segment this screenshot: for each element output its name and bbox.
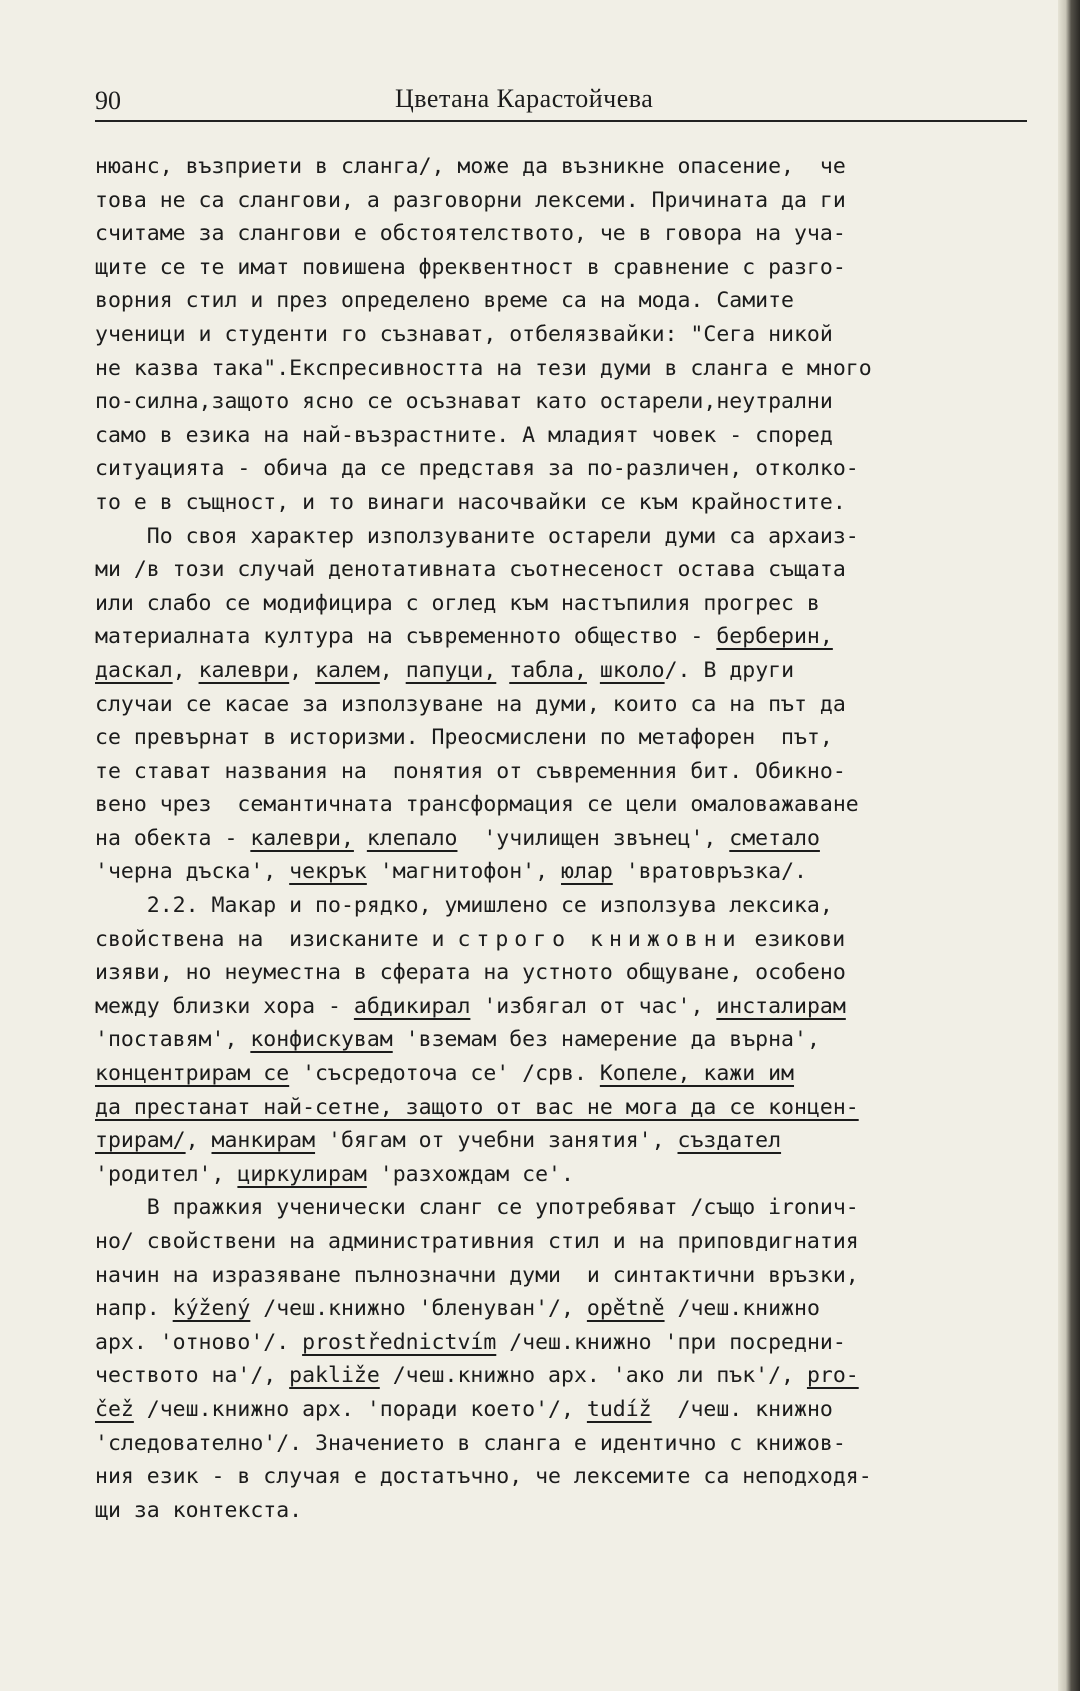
text-line [95,1124,1040,1158]
text-run: ситуацията - обича да се представя за по-различен, отколко- [95,456,859,482]
text-line [95,150,1040,184]
text-run: свойствена на изисканите и [95,926,458,952]
text-line [95,184,1040,218]
text-run: но/ свойствени на административния стил и на приповдигнатия [95,1229,859,1254]
underlined-term: табла, [509,657,587,683]
underlined-term: kýžený [172,1296,251,1322]
text-line [95,1460,1040,1494]
text-run: /чеш.книжно арх. 'поради което'/, [133,1396,587,1422]
text-run: 'вземам без намерение да върна', [392,1027,820,1053]
underlined-term: юлар [561,859,613,885]
book-spine-shadow [1058,0,1080,1691]
text-run: ученици и студенти го съзнават, отбелязвайки: "Сега никой [95,321,833,347]
underlined-term: pro- [806,1363,859,1389]
text-run: 'бягам от учебни занятия', [315,1128,678,1154]
text-line [95,553,1040,587]
text-run: 'училищен звънец', [457,825,730,851]
underlined-term: сметало [729,825,820,851]
text-run: /чеш.книжно 'бленуван'/, [250,1296,587,1322]
text-run: щите се те имат повишена фреквентност в сравнение с разго- [95,254,846,280]
text-run: /чеш.книжно 'при посредни- [496,1329,846,1355]
underlined-term: концентрирам се [95,1061,290,1087]
text-line [95,217,1040,251]
text-run: вено чрез семантичната трансформация се цели омаловажаване [95,792,859,818]
underlined-term: да престанат най-сетне, защото от вас не мога да се концен- [95,1094,859,1120]
text-run: те стават названия на понятия от съвременния бит. Обикно- [95,758,846,784]
text-run: изяви, но неуместна в сферата на устното общуване, особено [95,960,846,986]
text-run: /чеш.книжно арх. 'ако ли пък'/, [379,1363,807,1389]
underlined-term: opětně [586,1296,665,1322]
underlined-term: папуци, [405,657,497,683]
text-line [95,1158,1040,1192]
text-run: не казва така".Експресивността на тези думи в сланга е много [95,355,872,381]
text-run: 'магнитофон', [366,859,562,885]
text-run: случаи се касае за използуване на думи, които са на път да [95,691,846,717]
text-run: , [172,657,199,683]
text-line [95,990,1040,1024]
text-run: чеството на'/, [95,1363,290,1389]
text-line [95,1494,1040,1528]
text-line [95,486,1040,520]
text-line [95,587,1040,621]
text-run: , [379,657,406,683]
text-run: начин на изразяване пълнозначни думи и синтактични връзки, [95,1262,859,1288]
text-run: по-силна,защото ясно се осъзнават като остарели,неутрални [95,389,833,415]
underlined-term: циркулирам [237,1161,367,1187]
underlined-term: манкирам [211,1128,316,1154]
text-run: 'родител', [95,1161,238,1187]
text-run: то е в същност, и то винаги насочвайки се към крайностите. [95,489,846,515]
underlined-term: берберин, [716,624,833,650]
text-line [95,385,1040,419]
text-line [95,1225,1040,1259]
text-run: 'съсредоточа се' /срв. [289,1061,600,1087]
underlined-term: калеври [198,657,290,683]
text-run: нюанс, възприети в сланга/, може да възникне опасение, че [95,154,846,179]
text-line [95,1091,1040,1125]
text-line [95,1259,1040,1293]
text-line [95,1326,1040,1360]
underlined-term: клепало [366,825,458,851]
text-run: /. В други [664,657,795,683]
text-line [95,721,1040,755]
text-run: материалната култура на съвременното общество - [95,624,717,650]
text-line [95,923,1040,957]
text-line [95,1191,1040,1225]
underlined-term: конфискувам [250,1027,393,1053]
text-line [95,956,1040,990]
text-line [95,352,1040,386]
underlined-term: čež [95,1396,134,1422]
text-run: ния език - в случая е достатъчно, че лексемите са неподходя- [95,1464,872,1490]
text-line [95,822,1040,856]
text-line [95,1393,1040,1427]
text-run: 'поставям', [95,1027,251,1053]
running-title: Цветана Карастойчева [395,84,654,113]
text-line [95,251,1040,285]
text-run: /чеш. книжно [651,1396,833,1422]
underlined-term: инсталирам [716,993,846,1019]
text-run: щи за контекста. [95,1497,303,1523]
text-line [95,1023,1040,1057]
text-run: , [289,657,316,683]
text-run: 'следователно'/. Значението в сланга е идентично с книжов- [95,1430,846,1456]
text-run: това не са слангови, а разговорни лексеми. Причината да ги [95,187,846,213]
text-run: напр. [95,1296,173,1322]
underlined-term: трирам/ [95,1128,186,1154]
text-line [95,688,1040,722]
underlined-term: Копеле, кажи им [599,1061,795,1087]
body-text [95,150,1040,1527]
text-line [95,1427,1040,1461]
text-run: 'вратовръзка/. [612,859,807,885]
text-run: 'черна дъска', [95,859,290,885]
text-run: между близки хора - [95,993,354,1019]
text-run: 2.2. Макар и по-рядко, умишлено се използува лексика, [95,893,833,919]
text-run: или слабо се модифицира с оглед към настъпилия прогрес в [95,590,820,616]
text-line [95,318,1040,352]
text-run: само в езика на най-възрастните. А младият човек - според [95,422,833,448]
text-line [95,1359,1040,1393]
text-line [95,520,1040,554]
text-run: В пражкия ученически сланг се употребяват /също ironич- [95,1195,859,1221]
page-header [95,84,1027,122]
text-run: , [185,1128,212,1154]
underlined-term: tudíž [586,1396,652,1422]
text-run: на обекта - [95,825,251,851]
text-line [95,1057,1040,1091]
text-run: По своя характер използуваните остарели думи са архаиз- [95,523,859,549]
text-run: 'разхождам се'. [366,1161,574,1187]
text-line [95,419,1040,453]
text-run: считаме за слангови е обстоятелството, че в говора на уча- [95,221,846,247]
underlined-term: даскал [95,657,173,683]
text-run: езикови [741,926,846,952]
text-run [496,658,509,683]
text-line [95,855,1040,889]
spaced-emphasis: строго книжовни [457,926,742,952]
underlined-term: школо [599,657,665,683]
page-number: 90 [95,86,121,115]
text-line [95,1292,1040,1326]
underlined-term: калем [315,657,380,683]
text-run: се превърнат в историзми. Преосмислени по метафорен път, [95,725,833,751]
underlined-term: абдикирал [353,993,471,1019]
text-run: ворния стил и през определено време са на мода. Самите [95,288,794,314]
underlined-term: калеври, [250,825,354,851]
underlined-term: pakliže [289,1363,380,1389]
text-run [587,658,600,683]
underlined-term: създател [677,1128,782,1154]
text-run: арх. 'отново'/. [95,1329,303,1355]
text-line [95,620,1040,654]
text-line [95,452,1040,486]
underlined-term: prostřednictvím [302,1329,497,1355]
text-run: /чеш.книжно [664,1296,820,1322]
text-line [95,654,1040,688]
text-run [354,826,367,851]
underlined-term: чекрък [289,859,367,885]
text-run: ми /в този случай денотативната съотнесеност остава същата [95,557,846,583]
text-line [95,889,1040,923]
text-line [95,284,1040,318]
text-run: 'избягал от час', [470,993,717,1019]
text-line [95,755,1040,789]
text-line [95,788,1040,822]
